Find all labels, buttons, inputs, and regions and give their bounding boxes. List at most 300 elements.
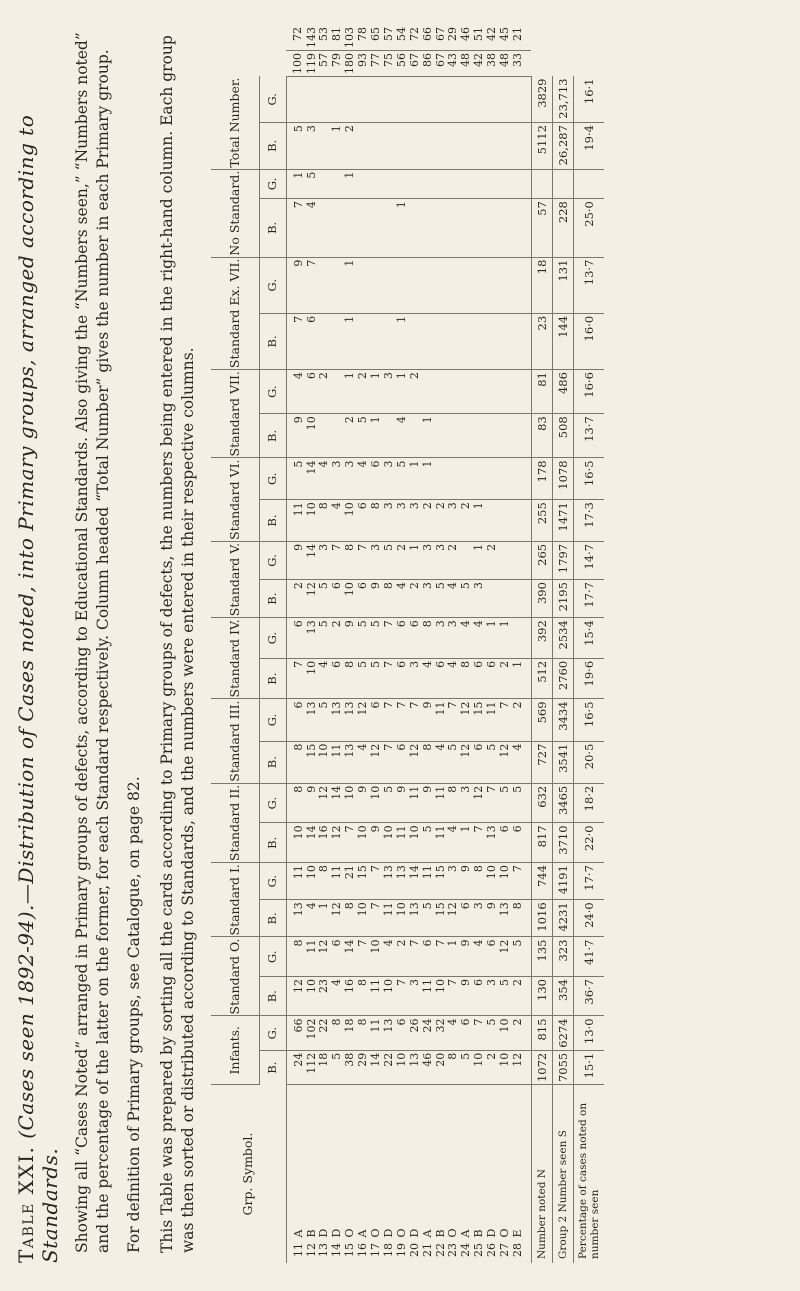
column-header: Standard IV.	[211, 618, 260, 699]
count-cell: 6	[357, 580, 370, 618]
count-cell	[473, 199, 486, 257]
count-cell: 5	[512, 783, 531, 823]
summary-value-cell: 508	[552, 414, 573, 458]
count-cell: 10	[435, 977, 448, 1016]
count-cell: 1	[344, 169, 357, 198]
count-cell: 11	[306, 937, 319, 977]
count-cell: 21	[512, 25, 531, 51]
count-cell: 15	[435, 900, 448, 937]
count-cell: 9	[460, 937, 473, 977]
table-row	[286, 25, 305, 1263]
table-row	[396, 25, 409, 1263]
summary-value-cell: 16·6	[573, 370, 604, 414]
summary-value-cell: 26,287	[552, 123, 573, 170]
preparation-note: This Table was prepared by sorting all the cards according to Primary groups of defects, the numbers being entered in the right-hand column. Each group was then sorted or distributed according to Standards, and the numbers were entered in their respective columns.	[157, 35, 197, 1253]
group-number: 23	[446, 1243, 460, 1257]
count-cell	[422, 169, 435, 198]
count-cell: 15	[357, 863, 370, 900]
count-cell	[370, 199, 383, 257]
count-cell: 13	[306, 618, 319, 659]
girls-subheader: G.	[259, 1016, 286, 1050]
group-separator	[472, 1238, 485, 1244]
count-cell: 10	[499, 1050, 512, 1084]
column-header: Standard V.	[211, 541, 260, 617]
summary-value-cell: 15·4	[573, 618, 604, 659]
count-cell: 7	[383, 658, 396, 699]
group-separator	[292, 1238, 305, 1244]
count-cell: 42	[473, 51, 486, 77]
group-number: 12	[304, 1243, 318, 1257]
table-row	[486, 25, 499, 1263]
count-cell: 12	[499, 937, 512, 977]
summary-value-cell: 3434	[552, 699, 573, 741]
summary-value-cell: 1078	[552, 458, 573, 500]
count-cell: 5	[318, 618, 331, 659]
group-letter: D	[317, 1228, 331, 1238]
count-cell: 1	[344, 313, 357, 369]
count-cell: 5	[370, 618, 383, 659]
girls-subheader: G.	[259, 257, 286, 313]
count-cell: 10	[286, 823, 305, 863]
count-cell: 5	[486, 741, 499, 783]
count-cell: 21	[344, 863, 357, 900]
count-cell: 57	[383, 25, 396, 51]
group-number: 25	[472, 1243, 486, 1257]
count-cell: 5	[435, 580, 448, 618]
count-cell: 1	[409, 541, 422, 579]
count-cell: 4	[286, 370, 305, 414]
count-cell: 7	[396, 977, 409, 1016]
count-cell	[357, 257, 370, 313]
count-cell: 10	[370, 783, 383, 823]
count-cell: 29	[357, 1050, 370, 1084]
summary-value-cell: 486	[552, 370, 573, 414]
count-cell: 11	[370, 977, 383, 1016]
count-cell: 6	[460, 1016, 473, 1050]
count-cell: 1	[344, 370, 357, 414]
count-cell: 12	[512, 1050, 531, 1084]
count-cell: 33	[512, 51, 531, 77]
count-cell	[499, 458, 512, 500]
count-cell: 10	[306, 658, 319, 699]
count-cell: 10	[306, 863, 319, 900]
count-cell	[396, 169, 409, 198]
summary-value-cell: 512	[531, 658, 552, 699]
count-cell: 10	[306, 414, 319, 458]
girls-subheader: G.	[259, 699, 286, 741]
count-cell: 14	[409, 863, 422, 900]
count-cell: 22	[318, 1016, 331, 1050]
count-cell: 2	[512, 1016, 531, 1050]
count-cell: 3	[486, 977, 499, 1016]
count-cell: 8	[383, 580, 396, 618]
count-cell: 10	[318, 741, 331, 783]
count-cell	[306, 77, 319, 123]
table-row	[370, 25, 383, 1263]
boys-subheader: B.	[259, 900, 286, 937]
group-separator	[446, 1238, 459, 1244]
summary-value-cell: 130	[531, 977, 552, 1016]
count-cell: 1	[344, 257, 357, 313]
count-cell	[422, 313, 435, 369]
count-cell: 10	[499, 863, 512, 900]
count-cell: 12	[409, 741, 422, 783]
count-cell: 1	[499, 618, 512, 659]
table-row	[435, 25, 448, 1263]
count-cell	[512, 580, 531, 618]
count-cell: 14	[306, 458, 319, 500]
table-row	[383, 25, 396, 1263]
boys-subheader: B.	[259, 414, 286, 458]
count-cell: 66	[422, 25, 435, 51]
count-cell: 11	[331, 863, 344, 900]
summary-value-cell: 5112	[531, 123, 552, 170]
summary-value-cell: 131	[552, 257, 573, 313]
column-header: Infants.	[211, 1016, 260, 1085]
group-letter: O	[394, 1228, 408, 1238]
count-cell: 13	[344, 741, 357, 783]
count-cell	[422, 199, 435, 257]
count-cell: 7	[473, 1016, 486, 1050]
summary-value-cell: 6274	[552, 1016, 573, 1050]
girls-subheader: G.	[259, 618, 286, 659]
count-cell: 3	[318, 541, 331, 579]
count-cell: 6	[286, 618, 305, 659]
summary-value-cell: 727	[531, 741, 552, 783]
summary-label: Number noted	[535, 1181, 548, 1259]
count-cell: 13	[409, 900, 422, 937]
count-cell: 10	[499, 1016, 512, 1050]
column-header: Standard III.	[211, 699, 260, 783]
count-cell: 3	[383, 458, 396, 500]
column-header: Total Number.	[211, 77, 260, 170]
count-cell: 32	[435, 1016, 448, 1050]
count-cell: 9	[422, 699, 435, 741]
summary-value-cell: 3465	[552, 783, 573, 823]
girls-subheader: G.	[259, 937, 286, 977]
count-cell	[318, 414, 331, 458]
count-cell: 5	[357, 658, 370, 699]
column-header: Standard VII.	[211, 370, 260, 458]
group-letter: A	[356, 1229, 370, 1238]
count-cell: 7	[286, 313, 305, 369]
boys-subheader: B.	[259, 741, 286, 783]
count-cell: 3	[473, 580, 486, 618]
summary-value-cell: 3541	[552, 741, 573, 783]
count-cell: 7	[396, 699, 409, 741]
count-cell: 6	[370, 458, 383, 500]
count-cell	[512, 370, 531, 414]
count-cell: 3	[383, 370, 396, 414]
group-separator	[356, 1238, 369, 1244]
count-cell: 10	[344, 580, 357, 618]
column-header: Standard O.	[211, 937, 260, 1016]
count-cell: 67	[435, 51, 448, 77]
count-cell: 2	[286, 580, 305, 618]
count-cell	[499, 313, 512, 369]
count-cell: 6	[396, 618, 409, 659]
girls-subheader: G.	[259, 458, 286, 500]
group-separator	[459, 1238, 472, 1244]
count-cell: 46	[422, 1050, 435, 1084]
count-cell: 24	[286, 1050, 305, 1084]
summary-value-cell: 569	[531, 699, 552, 741]
count-cell: 4	[357, 458, 370, 500]
count-cell	[370, 77, 383, 123]
count-cell	[435, 313, 448, 369]
summary-value-cell: 3829	[531, 77, 552, 123]
table-row	[460, 25, 473, 1263]
group-symbol-header: Grp. Symbol.	[211, 1085, 287, 1263]
count-cell: 2	[357, 370, 370, 414]
boys-subheader: B.	[259, 500, 286, 542]
count-cell: 10	[357, 823, 370, 863]
summary-value-cell: 1016	[531, 900, 552, 937]
count-cell: 48	[460, 51, 473, 77]
count-cell: 2	[344, 123, 357, 170]
summary-value-cell: 19·4	[573, 123, 604, 170]
group-number: 11	[291, 1243, 305, 1257]
count-cell	[286, 77, 305, 123]
count-cell: 10	[396, 1050, 409, 1084]
count-cell: 4	[318, 458, 331, 500]
summary-value-cell: 17·3	[573, 500, 604, 542]
summary-value-cell	[531, 169, 552, 198]
count-cell: 1	[396, 313, 409, 369]
table-row	[306, 25, 319, 1263]
count-cell: 6	[286, 699, 305, 741]
count-cell	[344, 199, 357, 257]
count-cell: 14	[344, 937, 357, 977]
summary-value-cell: 23	[531, 313, 552, 369]
count-cell: 18	[318, 1050, 331, 1084]
group-number: 24	[459, 1243, 473, 1257]
count-cell	[512, 123, 531, 170]
summary-value-cell: 323	[552, 937, 573, 977]
count-cell	[486, 370, 499, 414]
count-cell	[422, 77, 435, 123]
count-cell	[473, 458, 486, 500]
summary-code: N	[535, 1169, 548, 1179]
count-cell: 3	[447, 618, 460, 659]
count-cell: 8	[318, 500, 331, 542]
count-cell: 100	[286, 51, 305, 77]
count-cell: 10	[344, 500, 357, 542]
summary-row	[552, 25, 573, 1263]
summary-spacer	[536, 1178, 548, 1181]
group-letter: B	[433, 1229, 447, 1238]
group-number: 16	[356, 1243, 370, 1257]
count-cell	[460, 257, 473, 313]
count-cell: 7	[383, 699, 396, 741]
count-cell	[460, 199, 473, 257]
count-cell: 5	[383, 783, 396, 823]
count-cell: 16	[318, 823, 331, 863]
summary-value-cell	[552, 169, 573, 198]
count-cell: 6	[409, 618, 422, 659]
count-cell: 3	[409, 658, 422, 699]
count-cell: 3	[435, 541, 448, 579]
count-cell: 8	[447, 783, 460, 823]
count-cell: 6	[396, 658, 409, 699]
group-number: 18	[381, 1243, 395, 1257]
summary-value-cell: 18·2	[573, 783, 604, 823]
summary-value-cell: 13·7	[573, 257, 604, 313]
count-cell: 8	[422, 741, 435, 783]
group-number: 20	[407, 1243, 421, 1257]
count-cell: 143	[306, 25, 319, 51]
count-cell: 9	[286, 257, 305, 313]
count-cell: 7	[486, 783, 499, 823]
table-row	[447, 25, 460, 1263]
count-cell: 6	[306, 370, 319, 414]
count-cell: 5	[286, 123, 305, 170]
count-cell: 72	[286, 25, 305, 51]
count-cell: 7	[331, 541, 344, 579]
count-cell: 11	[286, 500, 305, 542]
summary-value-cell: 632	[531, 783, 552, 823]
count-cell: 6	[486, 658, 499, 699]
count-cell	[486, 123, 499, 170]
girls-subheader: G.	[259, 863, 286, 900]
count-cell	[435, 169, 448, 198]
count-cell: 23	[318, 977, 331, 1016]
count-cell: 43	[447, 51, 460, 77]
count-cell: 10	[396, 900, 409, 937]
count-cell: 8	[370, 500, 383, 542]
count-cell	[486, 169, 499, 198]
boys-subheader: B.	[259, 823, 286, 863]
count-cell	[460, 169, 473, 198]
group-number: 17	[369, 1243, 383, 1257]
count-cell: 8	[344, 541, 357, 579]
count-cell: 12	[331, 900, 344, 937]
count-cell: 7	[499, 699, 512, 741]
summary-label-cell	[552, 1085, 573, 1263]
count-cell: 67	[435, 25, 448, 51]
summary-code: S	[556, 1130, 569, 1138]
group-separator	[498, 1238, 511, 1244]
count-cell: 1	[396, 199, 409, 257]
count-cell	[512, 257, 531, 313]
count-cell: 2	[435, 500, 448, 542]
count-cell: 2	[460, 500, 473, 542]
count-cell: 8	[460, 658, 473, 699]
count-cell: 2	[486, 541, 499, 579]
count-cell	[409, 313, 422, 369]
summary-value-cell: 23,713	[552, 77, 573, 123]
count-cell	[447, 199, 460, 257]
group-letter: O	[498, 1228, 512, 1238]
count-cell: 5	[306, 169, 319, 198]
summary-value-cell: 2195	[552, 580, 573, 618]
summary-label: Group 2 Number seen	[556, 1140, 569, 1259]
summary-value-cell: 16·5	[573, 458, 604, 500]
count-cell: 1	[447, 937, 460, 977]
count-cell: 1	[286, 169, 305, 198]
count-cell	[357, 313, 370, 369]
count-cell: 5	[370, 658, 383, 699]
count-cell	[486, 458, 499, 500]
boys-subheader: B.	[259, 199, 286, 257]
count-cell	[396, 257, 409, 313]
count-cell: 112	[306, 1050, 319, 1084]
count-cell: 11	[370, 1016, 383, 1050]
count-cell	[512, 414, 531, 458]
count-cell: 13	[396, 863, 409, 900]
summary-value-cell: 265	[531, 541, 552, 579]
summary-value-cell: 255	[531, 500, 552, 542]
count-cell	[383, 77, 396, 123]
group-letter: D	[407, 1228, 421, 1238]
count-cell	[447, 257, 460, 313]
count-cell	[409, 169, 422, 198]
count-cell: 7	[512, 863, 531, 900]
count-cell: 3	[409, 977, 422, 1016]
count-cell: 38	[344, 1050, 357, 1084]
count-cell: 3	[460, 783, 473, 823]
count-cell: 48	[499, 51, 512, 77]
count-cell: 7	[357, 937, 370, 977]
group-letter: D	[381, 1228, 395, 1238]
count-cell	[499, 370, 512, 414]
count-cell	[499, 123, 512, 170]
count-cell: 2	[512, 977, 531, 1016]
column-header: Standard Ex. VII.	[211, 257, 260, 370]
count-cell	[435, 257, 448, 313]
count-cell: 10	[383, 823, 396, 863]
count-cell: 18	[344, 1016, 357, 1050]
count-cell: 3	[422, 541, 435, 579]
count-cell: 10	[473, 1050, 486, 1084]
count-cell: 56	[396, 51, 409, 77]
count-cell: 13	[344, 699, 357, 741]
count-cell: 93	[357, 51, 370, 77]
count-cell: 8	[344, 658, 357, 699]
count-cell: 11	[331, 741, 344, 783]
count-cell	[370, 123, 383, 170]
table-row	[357, 25, 370, 1263]
count-cell: 2	[486, 1050, 499, 1084]
group-letter: O	[369, 1228, 383, 1238]
sex-subheader-row	[259, 25, 286, 1263]
count-cell: 45	[499, 25, 512, 51]
count-cell	[473, 77, 486, 123]
count-cell: 86	[422, 51, 435, 77]
count-cell	[447, 123, 460, 170]
count-cell: 12	[460, 699, 473, 741]
count-cell: 13	[409, 1050, 422, 1084]
count-cell: 4	[447, 580, 460, 618]
count-cell	[512, 500, 531, 542]
summary-value-cell: 1471	[552, 500, 573, 542]
group-number: 27	[498, 1243, 512, 1257]
count-cell: 24	[422, 1016, 435, 1050]
group-separator	[511, 1238, 524, 1244]
summary-value-cell: 815	[531, 1016, 552, 1050]
count-cell: 8	[357, 1016, 370, 1050]
count-cell: 7	[447, 699, 460, 741]
girls-subheader: G.	[259, 370, 286, 414]
group-number: 15	[343, 1243, 357, 1257]
count-cell	[422, 370, 435, 414]
count-cell: 4	[383, 937, 396, 977]
count-cell: 7	[473, 823, 486, 863]
summary-value-cell: 19·6	[573, 658, 604, 699]
count-cell: 9	[460, 977, 473, 1016]
count-cell	[447, 169, 460, 198]
summary-value-cell: 13·7	[573, 414, 604, 458]
